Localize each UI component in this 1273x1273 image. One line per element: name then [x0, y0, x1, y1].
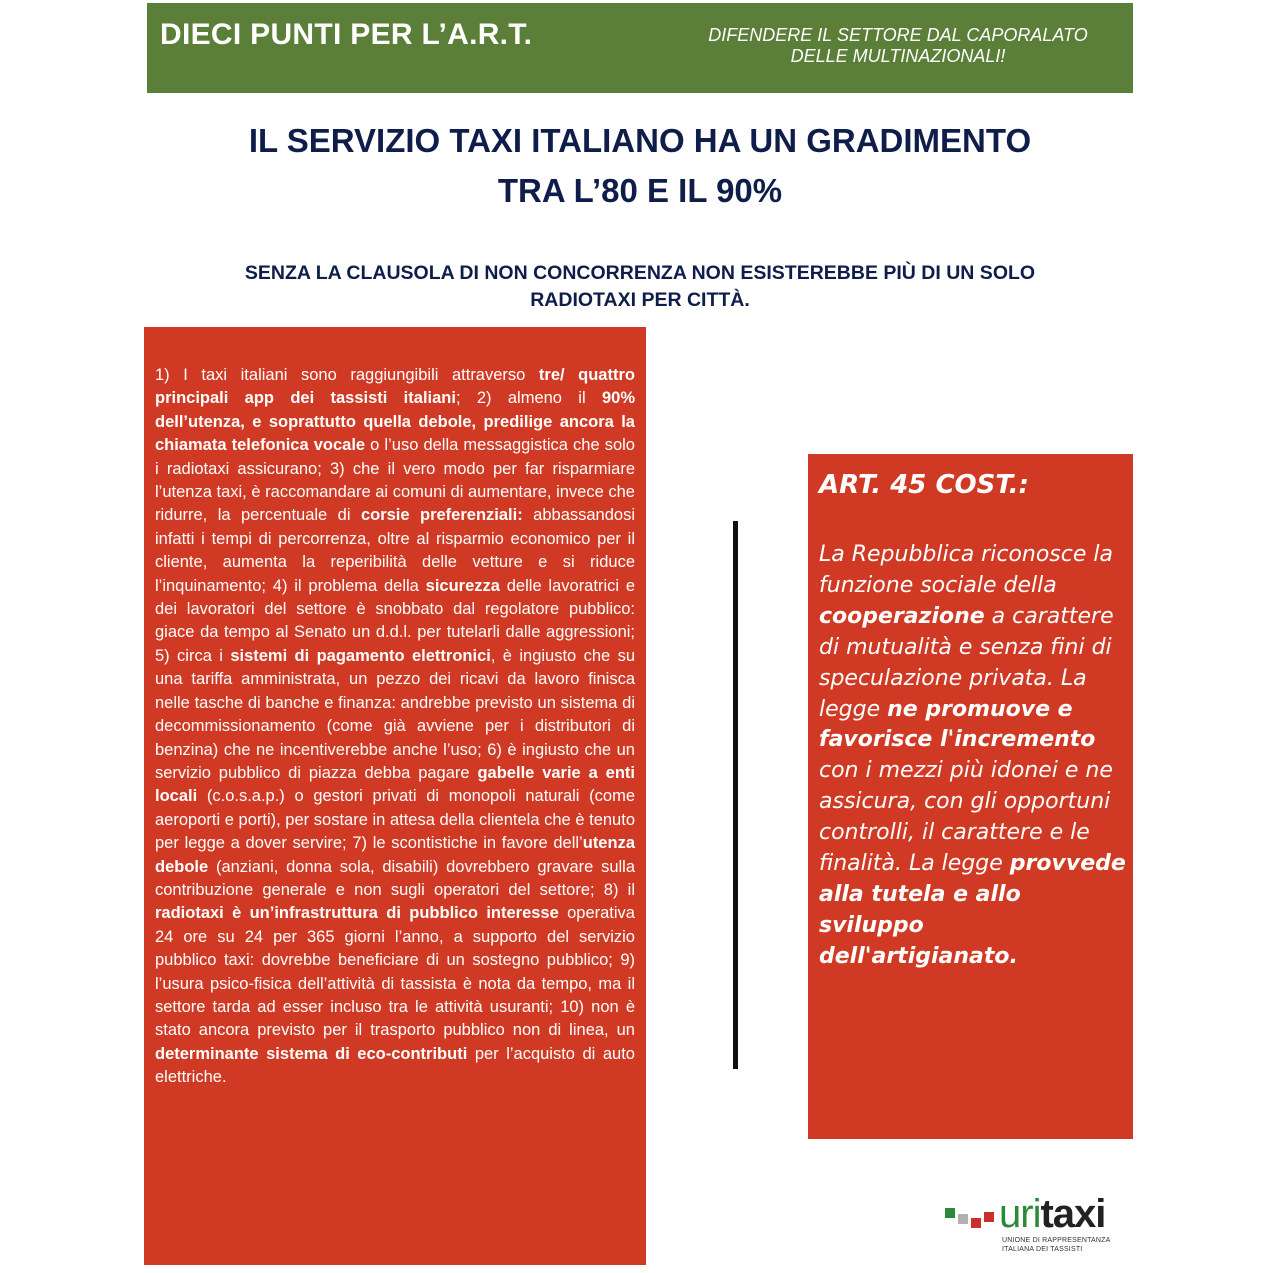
vertical-divider — [733, 521, 738, 1069]
tagline-line-2: DELLE MULTINAZIONALI! — [790, 46, 1006, 66]
article-text — [819, 540, 1129, 973]
points-text-run: delle lavoratrici e dei lavoratori del settore è snobbato dal regolatore pubblico: giace da tempo al Senato un d.d.l. per tutelarli dalle aggressioni; 5) circa i — [155, 576, 635, 665]
logo-subtitle-line-2: ITALIANA DEI TASSISTI — [1002, 1246, 1083, 1253]
logo-squares-icon — [945, 1208, 995, 1230]
article-title: ART. 45 COST.: — [819, 470, 1029, 500]
subhead-line-2: RADIOTAXI PER CITTÀ. — [530, 289, 750, 311]
subhead-line-1: SENZA LA CLAUSOLA DI NON CONCORRENZA NON ESISTEREBBE PIÙ DI UN SOLO — [244, 262, 1036, 284]
logo-wordmark — [999, 1190, 1105, 1238]
points-bold-run: utenza debole — [155, 834, 635, 876]
points-text-run: per l’acquisto di auto elettriche. — [155, 1044, 635, 1087]
points-bold-run: tre/ quattro principali app dei tassisti italiani — [155, 366, 635, 408]
headline-line-2: TRA L’80 E IL 90% — [497, 172, 783, 209]
ten-points-text — [155, 364, 635, 1090]
tagline-line-1: DIFENDERE IL SETTORE DAL CAPORALATO — [708, 25, 1088, 45]
article-bold-run: cooperazione — [819, 603, 985, 629]
uritaxi-logo — [945, 1192, 1125, 1266]
points-bold-run: 90% dell’utenza, e soprattutto quella debole, predilige ancora la chiamata telefonica vocale — [155, 389, 635, 455]
headline-line-1: IL SERVIZIO TAXI ITALIANO HA UN GRADIMENTO — [248, 122, 1032, 159]
logo-square-green — [945, 1208, 955, 1218]
header-tagline — [680, 25, 1116, 67]
main-headline — [140, 116, 1140, 216]
points-text-run: o l’uso della messaggistica che solo i radiotaxi assicurano; 3) che il vero modo per far risparmiare l’utenza taxi, è raccomandare ai comuni di aumentare, invece che ridurre, la percentuale di — [155, 436, 635, 525]
subheadline — [140, 260, 1140, 314]
points-text-run: abbassandosi infatti i tempi di percorrenza, oltre al risparmio economico per il cliente, aumenta la reperibilità delle vetture e si riduce l’inquinamento; 4) il problema della — [155, 506, 635, 595]
points-text-run: 1) I taxi italiani sono raggiungibili attraverso — [155, 366, 539, 384]
logo-square-grey — [958, 1214, 968, 1224]
header-title: DIECI PUNTI PER L’A.R.T. — [160, 18, 533, 51]
article-bold-run: ne promuove e favorisce l'incremento — [819, 696, 1096, 753]
article-text-run: a carattere di mutualità e senza fini di speculazione privata. La legge — [819, 603, 1114, 722]
points-text-run: ; 2) almeno il — [455, 389, 602, 408]
logo-word-taxi: taxi — [1040, 1192, 1106, 1236]
logo-square-red — [971, 1218, 981, 1228]
points-bold-run: determinante sistema di eco-contributi — [155, 1044, 468, 1063]
points-bold-run: sistemi di pagamento elettronici — [230, 646, 491, 665]
article-text-run: La Repubblica riconosce la funzione sociale della — [819, 542, 1113, 598]
points-text-run: , è ingiusto che su una tariffa amministrata, un pezzo dei ricavi da lavoro finisca nelle tasche di banche e finanza: andrebbe previsto un sistema di decommissionamento (come già avviene per i distributori di benzina) che ne incentiverebbe anche l’uso; 6) è ingiusto che un servizio pubblico di piazza debba pagare — [155, 646, 636, 782]
logo-subtitle — [1002, 1236, 1111, 1254]
points-text-run: operativa 24 ore su 24 per 365 giorni l’anno, a supporto del servizio pubblico taxi: dovrebbe beneficiare di un sostegno pubblico; 9) l’usura psico-fisica dell’attività di tassista è nota da tempo, ma il settore tarda ad esser incluso tra le attività usuranti; 10) non è stato ancora previsto per il trasporto pubblico non di linea, un — [155, 904, 635, 1040]
points-bold-run: radiotaxi è un’infrastruttura di pubblico interesse — [155, 904, 559, 923]
article-text-run: con i mezzi più idonei e ne assicura, con gli opportuni controlli, il carattere e le finalità. La legge — [819, 758, 1113, 877]
points-bold-run: gabelle varie a enti locali — [155, 763, 636, 806]
points-bold-run: corsie preferenziali: — [360, 506, 523, 525]
logo-word-uri: uri — [999, 1192, 1041, 1236]
points-bold-run: sicurezza — [425, 576, 500, 595]
points-text-run: (anziani, donna sola, disabili) dovrebbero gravare sulla contribuzione generale e non sugli operatori del settore; 8) il — [155, 857, 635, 899]
logo-square-red-2 — [984, 1212, 994, 1222]
logo-subtitle-line-1: UNIONE DI RAPPRESENTANZA — [1002, 1237, 1111, 1244]
points-text-run: (c.o.s.a.p.) o gestori privati di monopoli naturali (come aeroporti e porti), per sostare in attesa della clientela che è tenuto per legge a dover servire; 7) le scontistiche in favore dell’ — [155, 787, 635, 853]
article-bold-run: provvede alla tutela e allo sviluppo dell'artigianato. — [819, 851, 1126, 969]
